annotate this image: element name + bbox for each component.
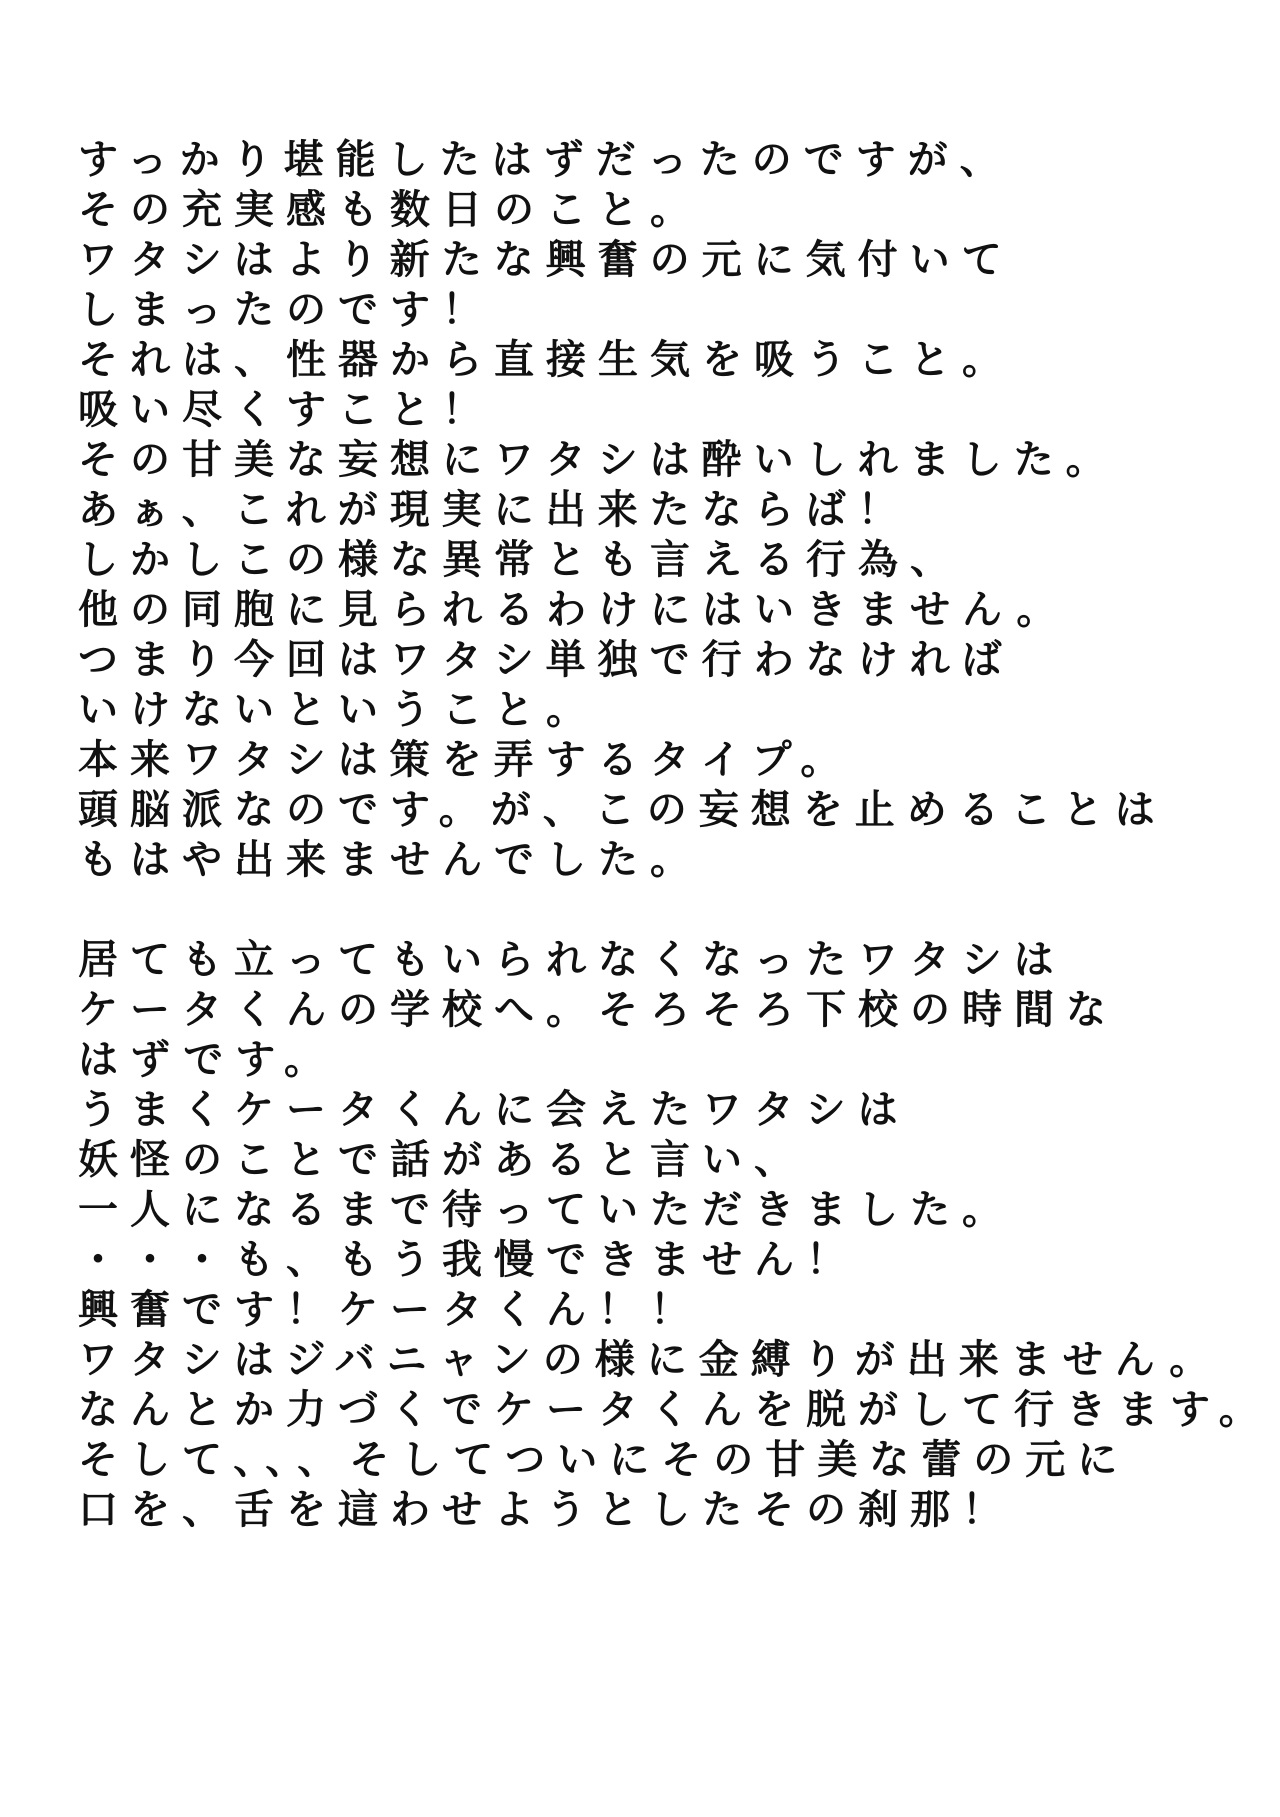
text-line: あぁ、これが現実に出来たならば！	[78, 486, 910, 533]
text-line: その甘美な妄想にワタシは酔いしれました。	[78, 436, 1118, 483]
text-line: ・・・も、もう我慢できません！	[78, 1236, 858, 1283]
text-line: それは、性器から直接生気を吸うこと。	[78, 336, 1014, 383]
text-line: 興奮です！ケータくん！！	[78, 1286, 702, 1333]
text-line: ワタシはより新たな興奮の元に気付いて	[78, 236, 1014, 283]
text-line: 他の同胞に見られるわけにはいきません。	[78, 586, 1069, 633]
text-line: 頭脳派なのです。が、この妄想を止めることは	[78, 786, 1167, 833]
text-line: つまり今回はワタシ単独で行わなければ	[78, 636, 1014, 683]
text-line: ワタシはジバニャンの様に金縛りが出来ません。	[78, 1336, 1222, 1383]
text-line: 吸い尽くすこと！	[78, 386, 494, 433]
text-line: しまったのです！	[78, 286, 494, 333]
text-line: 一人になるまで待っていただきました。	[78, 1186, 1014, 1233]
text-line: もはや出来ませんでした。	[78, 836, 702, 883]
text-line: ケータくんの学校へ。そろそろ下校の時間な	[78, 986, 1118, 1033]
text-line: 口を、舌を這わせようとしたその刹那！	[78, 1486, 1014, 1533]
text-line: そして、、、そしてついにその甘美な蕾の元に	[78, 1436, 1130, 1483]
text-line: すっかり堪能したはずだったのですが、	[78, 136, 1012, 183]
handwritten-text-block	[78, 135, 1271, 1535]
text-line: しかしこの様な異常とも言える行為、	[78, 536, 962, 583]
text-line: なんとか力づくでケータくんを脱がして行きます。	[78, 1386, 1271, 1433]
text-line: その充実感も数日のこと。	[78, 186, 702, 233]
paragraph-break	[78, 885, 1258, 935]
text-line: 居ても立ってもいられなくなったワタシは	[78, 936, 1066, 983]
text-line: 妖怪のことで話があると言い、	[78, 1136, 806, 1183]
text-line: 本来ワタシは策を弄するタイプ。	[78, 736, 853, 783]
text-line: はずです。	[78, 1036, 336, 1083]
text-line: うまくケータくんに会えたワタシは	[78, 1086, 910, 1133]
text-line: いけないということ。	[78, 686, 598, 733]
